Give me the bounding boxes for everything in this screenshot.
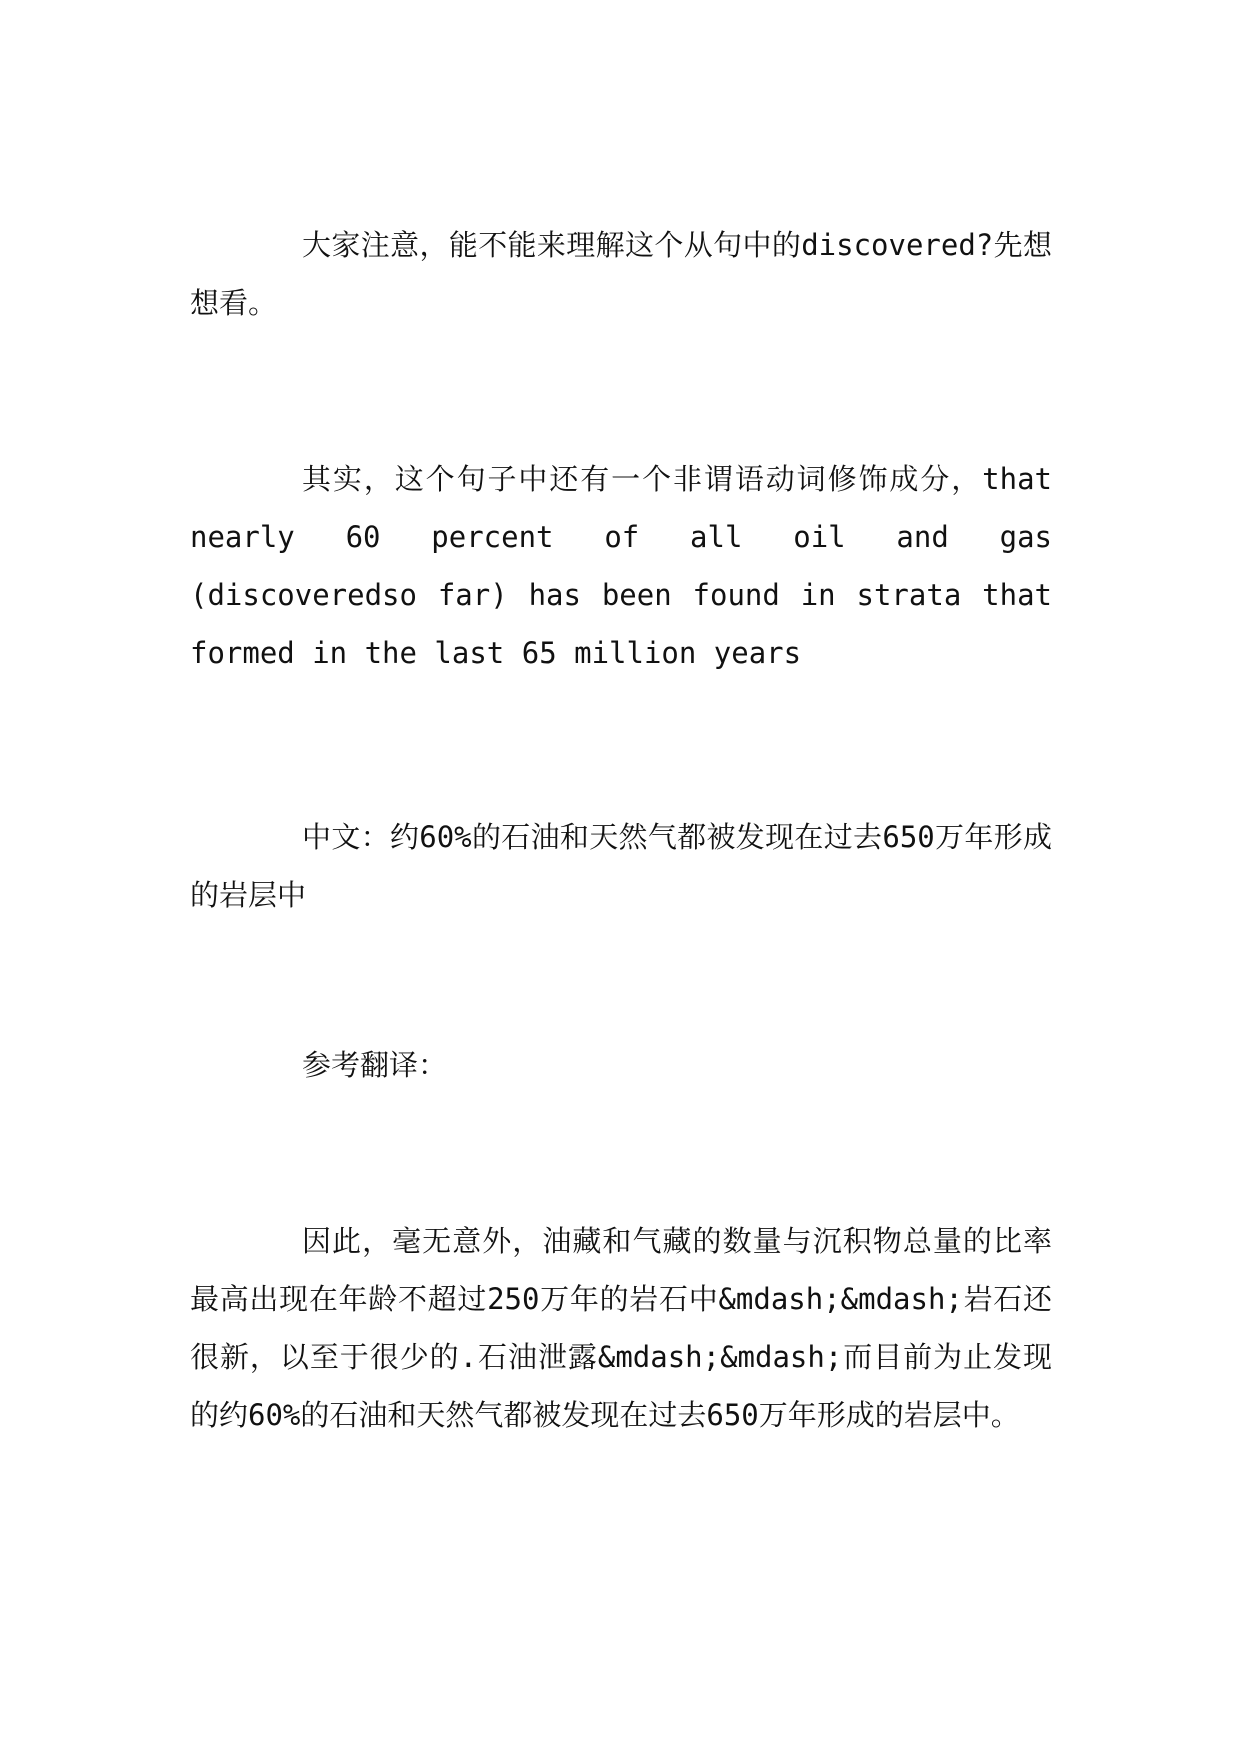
paragraph-question: 大家注意，能不能来理解这个从句中的discovered?先想想看。 (190, 228, 1052, 320)
paragraph-reference-heading: 参考翻译： (302, 1048, 448, 1082)
paragraph-explanation: 其实，这个句子中还有一个非谓语动词修饰成分，that nearly 60 percent of all oil and gas (discoveredso far) has been found in strata that formed in the last 65 million years (190, 462, 1052, 670)
paragraph-reference-translation: 因此，毫无意外，油藏和气藏的数量与沉积物总量的比率最高出现在年龄不超过250万年的岩石中&mdash;&mdash;岩石还很新，以至于很少的.石油泄露&mdash;&mdash;而目前为止发现的约60%的石油和天然气都被发现在过去650万年形成的岩层中。 (190, 1224, 1052, 1432)
paragraph-chinese: 中文：约60%的石油和天然气都被发现在过去650万年形成的岩层中 (190, 820, 1052, 912)
